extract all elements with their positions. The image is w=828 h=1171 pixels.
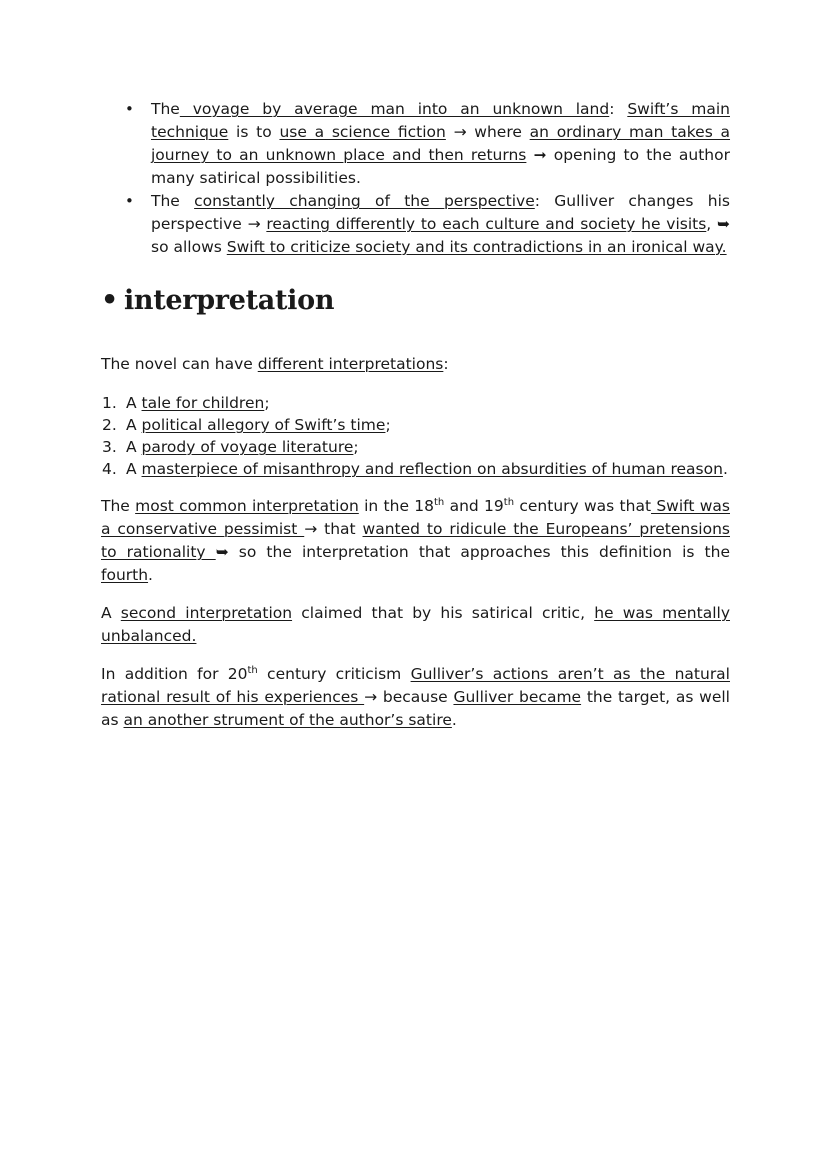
underlined-phrase: Swift was a conservative pessimist [101, 497, 730, 538]
underlined-phrase: wanted to ridicule the Europeans’ pretensions to rationality [101, 520, 730, 561]
list-number: 2. [102, 416, 117, 434]
text-run: is to [228, 123, 280, 141]
underlined-phrase: voyage by average man into an unknown land [179, 100, 610, 118]
text-run: A [126, 394, 142, 412]
document-page [101, 98, 730, 732]
list-item-text [126, 394, 270, 412]
text-run: A [126, 438, 142, 456]
heading-bullet: • [101, 285, 118, 316]
text-run: and 19 [444, 497, 504, 515]
underlined-phrase: Gulliver’s actions aren’t as the natural rational result of his experiences [101, 665, 730, 706]
list-item [102, 436, 730, 458]
text-run: the target, as well as [101, 688, 730, 729]
underlined-phrase: tale for children [141, 394, 265, 412]
underlined-phrase: Gulliver became [453, 688, 582, 706]
bullet-item-perspective [125, 190, 730, 259]
text-run: The [101, 497, 136, 515]
underlined-phrase: masterpiece of misanthropy and reflection on absurdities of human reason [141, 460, 723, 478]
text-run: → where [445, 123, 530, 141]
underlined-phrase: use a science fiction [279, 123, 446, 141]
text-run: : [609, 100, 628, 118]
list-item-text [126, 460, 728, 478]
text-run: → that [304, 520, 363, 538]
superscript: th [434, 496, 445, 508]
underlined-phrase: an another strument of the author’s satire [123, 711, 452, 729]
underlined-phrase: different interpretations [257, 355, 444, 373]
bullet-marker: • [125, 100, 134, 118]
text-run: ➞ opening to the author many satirical possibilities. [151, 146, 730, 187]
text-run: The novel can have [101, 355, 258, 373]
text-run: . [722, 460, 728, 478]
list-item-text [126, 416, 391, 434]
text-run: A [126, 460, 142, 478]
text-run: ; [385, 416, 391, 434]
superscript: th [503, 496, 515, 508]
underlined-phrase: reacting differently to each culture and society he visits [266, 215, 707, 233]
bullet-marker: • [125, 192, 134, 210]
underlined-phrase: he was mentally unbalanced. [101, 604, 730, 645]
underlined-phrase: Swift’s main technique [151, 100, 730, 141]
second-interpretation-paragraph [101, 602, 730, 648]
text-run: . [451, 711, 457, 729]
interpretations-list [101, 392, 730, 480]
list-item [102, 392, 730, 414]
text-run: ; [264, 394, 270, 412]
text-run: , ➥ so allows [151, 215, 730, 256]
list-number: 3. [102, 438, 117, 456]
underlined-phrase: fourth [101, 566, 149, 584]
heading-title: interpretation [123, 285, 335, 316]
underlined-phrase: constantly changing of the perspective [194, 192, 535, 210]
underlined-phrase: second interpretation [120, 604, 293, 622]
text-run: A [101, 604, 121, 622]
text-run: : [443, 355, 449, 373]
superscript: th [247, 664, 258, 676]
list-item [102, 414, 730, 436]
text-run: The [151, 192, 195, 210]
text-run: ; [353, 438, 359, 456]
underlined-phrase: an ordinary man takes a journey to an unknown place and then returns [151, 123, 731, 164]
text-run: century criticism [257, 665, 411, 683]
text-run: In addition for 20 [101, 665, 248, 683]
text-run: The [151, 100, 180, 118]
underlined-phrase: political allegory of Swift’s time [141, 416, 386, 434]
list-number: 4. [102, 460, 117, 478]
list-item-text [126, 438, 359, 456]
text-run: A [126, 416, 142, 434]
twentieth-century-paragraph [101, 663, 730, 732]
bullet-text [151, 192, 730, 256]
text-run: in the 18 [358, 497, 435, 515]
common-interpretation-paragraph [101, 495, 730, 587]
intro-paragraph [101, 353, 730, 376]
bullet-text [151, 100, 730, 187]
underlined-phrase: Swift to criticize society and its contradictions in an ironical way. [226, 238, 727, 256]
technique-bullet-list [101, 98, 730, 259]
section-heading [101, 285, 730, 317]
text-run: → because [364, 688, 454, 706]
text-run: claimed that by his satirical critic, [292, 604, 595, 622]
text-run: . [148, 566, 153, 584]
text-run: : Gulliver changes his perspective → [151, 192, 730, 233]
list-item [102, 458, 730, 480]
list-number: 1. [102, 394, 117, 412]
underlined-phrase: most common interpretation [135, 497, 359, 515]
text-run: century was that [514, 497, 652, 515]
bullet-item-voyage [125, 98, 731, 190]
text-run: ➥ so the interpretation that approaches this definition is the [215, 543, 730, 561]
underlined-phrase: parody of voyage literature [141, 438, 354, 456]
